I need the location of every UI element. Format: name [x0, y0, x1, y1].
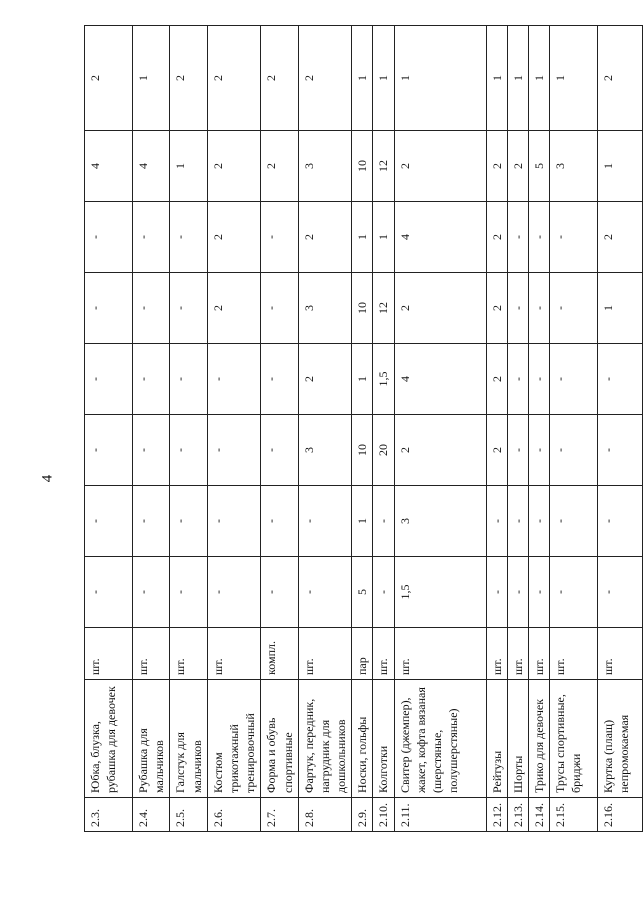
- norm-value-cell: -: [486, 557, 507, 628]
- norm-value-cell: 4: [394, 202, 486, 273]
- norm-value-cell: 2: [85, 26, 133, 131]
- norm-value-cell: 2: [486, 273, 507, 344]
- norm-value-cell: 1: [394, 26, 486, 131]
- table-row: [507, 26, 528, 832]
- table-row: [394, 26, 486, 832]
- item-name-cell: Трико для девочек: [529, 680, 550, 798]
- table-row: [352, 26, 373, 832]
- norm-value-cell: 1: [550, 26, 598, 131]
- norm-value-cell: 2: [298, 344, 352, 415]
- norm-value-cell: 5: [352, 557, 373, 628]
- norm-value-cell: -: [507, 344, 528, 415]
- row-number-cell: 2.7.: [261, 798, 298, 832]
- norm-value-cell: -: [133, 344, 170, 415]
- item-name-cell: Костюм трикотажный тренировочный: [207, 680, 261, 798]
- row-number-cell: 2.12.: [486, 798, 507, 832]
- norm-value-cell: -: [598, 415, 643, 486]
- norm-value-cell: -: [507, 273, 528, 344]
- norm-value-cell: 2: [207, 273, 261, 344]
- norm-value-cell: 2: [298, 26, 352, 131]
- item-name-cell: Свитер (джемпер), жакет, кофта вязаная (шерстяные, полушерстяные): [394, 680, 486, 798]
- norm-value-cell: -: [507, 557, 528, 628]
- table-row: [550, 26, 598, 832]
- unit-cell: шт.: [550, 628, 598, 680]
- norm-value-cell: -: [298, 557, 352, 628]
- norm-value-cell: -: [207, 344, 261, 415]
- norm-value-cell: 5: [529, 131, 550, 202]
- norm-value-cell: -: [85, 202, 133, 273]
- table-row: [207, 26, 261, 832]
- norm-value-cell: 1,5: [394, 557, 486, 628]
- norm-value-cell: -: [598, 344, 643, 415]
- norm-value-cell: -: [550, 415, 598, 486]
- row-number-cell: 2.15.: [550, 798, 598, 832]
- table-row: [373, 26, 394, 832]
- table-row: [85, 26, 133, 832]
- norm-value-cell: -: [507, 415, 528, 486]
- unit-cell: компл.: [261, 628, 298, 680]
- norm-value-cell: -: [170, 273, 207, 344]
- norm-value-cell: 1: [598, 273, 643, 344]
- norm-value-cell: 1: [170, 131, 207, 202]
- norm-value-cell: -: [261, 273, 298, 344]
- norm-value-cell: -: [550, 344, 598, 415]
- norm-value-cell: -: [85, 486, 133, 557]
- norm-value-cell: -: [529, 557, 550, 628]
- norm-value-cell: 2: [207, 26, 261, 131]
- norm-value-cell: -: [550, 486, 598, 557]
- item-name-cell: Носки, гольфы: [352, 680, 373, 798]
- norm-value-cell: -: [261, 344, 298, 415]
- norm-value-cell: 12: [373, 273, 394, 344]
- norm-value-cell: -: [261, 202, 298, 273]
- norm-value-cell: 1: [352, 202, 373, 273]
- item-name-cell: Куртка (плащ) непромокаемая: [598, 680, 643, 798]
- row-number-cell: 2.13.: [507, 798, 528, 832]
- norm-value-cell: 4: [85, 131, 133, 202]
- norm-value-cell: 3: [298, 273, 352, 344]
- norm-value-cell: -: [170, 557, 207, 628]
- norm-value-cell: 12: [373, 131, 394, 202]
- norm-value-cell: -: [373, 486, 394, 557]
- clothing-norms-table: [84, 25, 643, 832]
- norm-value-cell: -: [550, 202, 598, 273]
- norm-value-cell: -: [529, 273, 550, 344]
- norm-value-cell: -: [85, 415, 133, 486]
- norm-value-cell: -: [529, 202, 550, 273]
- table-row: [170, 26, 207, 832]
- norm-value-cell: 1: [529, 26, 550, 131]
- unit-cell: шт.: [373, 628, 394, 680]
- norm-value-cell: 1: [352, 26, 373, 131]
- norm-value-cell: 2: [298, 202, 352, 273]
- norm-value-cell: 2: [207, 131, 261, 202]
- norm-value-cell: -: [529, 415, 550, 486]
- table-row: [133, 26, 170, 832]
- norm-value-cell: -: [373, 557, 394, 628]
- item-name-cell: Колготки: [373, 680, 394, 798]
- row-number-cell: 2.9.: [352, 798, 373, 832]
- norm-value-cell: -: [261, 415, 298, 486]
- norm-value-cell: -: [298, 486, 352, 557]
- unit-cell: шт.: [298, 628, 352, 680]
- page-number: 4: [39, 474, 56, 483]
- row-number-cell: 2.10.: [373, 798, 394, 832]
- norm-value-cell: 1: [352, 344, 373, 415]
- norm-value-cell: -: [170, 202, 207, 273]
- norm-value-cell: -: [133, 202, 170, 273]
- norm-value-cell: -: [261, 557, 298, 628]
- norm-value-cell: -: [170, 344, 207, 415]
- norm-value-cell: 3: [298, 131, 352, 202]
- norm-value-cell: -: [133, 415, 170, 486]
- row-number-cell: 2.3.: [85, 798, 133, 832]
- unit-cell: шт.: [598, 628, 643, 680]
- norm-value-cell: 1: [373, 202, 394, 273]
- item-name-cell: Рейтузы: [486, 680, 507, 798]
- norm-value-cell: 1: [507, 26, 528, 131]
- norm-value-cell: 1: [486, 26, 507, 131]
- norm-value-cell: -: [550, 273, 598, 344]
- norm-value-cell: -: [207, 486, 261, 557]
- norm-value-cell: 2: [394, 415, 486, 486]
- unit-cell: шт.: [394, 628, 486, 680]
- norm-value-cell: 3: [394, 486, 486, 557]
- table-row: [486, 26, 507, 832]
- norm-value-cell: 2: [486, 202, 507, 273]
- norm-value-cell: -: [133, 273, 170, 344]
- item-name-cell: Рубашка для мальчиков: [133, 680, 170, 798]
- norm-value-cell: 20: [373, 415, 394, 486]
- norm-value-cell: -: [85, 273, 133, 344]
- item-name-cell: Галстук для мальчиков: [170, 680, 207, 798]
- table-frame: [84, 56, 632, 832]
- norm-value-cell: 1: [598, 131, 643, 202]
- norm-value-cell: 4: [133, 131, 170, 202]
- unit-cell: шт.: [170, 628, 207, 680]
- unit-cell: шт.: [207, 628, 261, 680]
- norm-value-cell: -: [170, 486, 207, 557]
- norm-value-cell: 10: [352, 131, 373, 202]
- norm-value-cell: -: [550, 557, 598, 628]
- unit-cell: шт.: [486, 628, 507, 680]
- norm-value-cell: -: [207, 557, 261, 628]
- norm-value-cell: -: [207, 415, 261, 486]
- norm-value-cell: -: [261, 486, 298, 557]
- norm-value-cell: 2: [394, 131, 486, 202]
- item-name-cell: Шорты: [507, 680, 528, 798]
- row-number-cell: 2.5.: [170, 798, 207, 832]
- norm-value-cell: -: [85, 344, 133, 415]
- norm-value-cell: 4: [394, 344, 486, 415]
- norm-value-cell: -: [598, 557, 643, 628]
- norm-value-cell: 3: [298, 415, 352, 486]
- unit-cell: шт.: [133, 628, 170, 680]
- row-number-cell: 2.8.: [298, 798, 352, 832]
- norm-value-cell: 2: [261, 131, 298, 202]
- norm-value-cell: 3: [550, 131, 598, 202]
- table-row: [529, 26, 550, 832]
- table-row: [298, 26, 352, 832]
- norm-value-cell: -: [507, 202, 528, 273]
- norm-value-cell: 2: [598, 26, 643, 131]
- row-number-cell: 2.4.: [133, 798, 170, 832]
- norm-value-cell: 2: [486, 344, 507, 415]
- norm-value-cell: 10: [352, 415, 373, 486]
- norm-value-cell: 2: [486, 415, 507, 486]
- norm-value-cell: -: [598, 486, 643, 557]
- item-name-cell: Трусы спортивные, бриджи: [550, 680, 598, 798]
- norm-value-cell: -: [507, 486, 528, 557]
- norm-value-cell: 2: [261, 26, 298, 131]
- item-name-cell: Юбка, блузка, рубашка для девочек: [85, 680, 133, 798]
- norm-value-cell: -: [529, 344, 550, 415]
- row-number-cell: 2.16.: [598, 798, 643, 832]
- norm-value-cell: 2: [507, 131, 528, 202]
- unit-cell: шт.: [85, 628, 133, 680]
- norm-value-cell: 1: [352, 486, 373, 557]
- norm-value-cell: 10: [352, 273, 373, 344]
- item-name-cell: Форма и обувь спортивные: [261, 680, 298, 798]
- norm-value-cell: 2: [486, 131, 507, 202]
- norm-value-cell: -: [486, 486, 507, 557]
- norm-value-cell: -: [529, 486, 550, 557]
- norm-value-cell: 1,5: [373, 344, 394, 415]
- table-row: [598, 26, 643, 832]
- norm-value-cell: -: [133, 557, 170, 628]
- norm-value-cell: 2: [207, 202, 261, 273]
- norm-value-cell: 2: [170, 26, 207, 131]
- row-number-cell: 2.11.: [394, 798, 486, 832]
- norm-value-cell: 1: [133, 26, 170, 131]
- table-row: [261, 26, 298, 832]
- norm-value-cell: -: [133, 486, 170, 557]
- unit-cell: пар: [352, 628, 373, 680]
- norm-value-cell: 2: [598, 202, 643, 273]
- unit-cell: шт.: [529, 628, 550, 680]
- row-number-cell: 2.6.: [207, 798, 261, 832]
- norm-value-cell: 1: [373, 26, 394, 131]
- row-number-cell: 2.14.: [529, 798, 550, 832]
- norm-value-cell: -: [85, 557, 133, 628]
- norm-value-cell: 2: [394, 273, 486, 344]
- item-name-cell: Фартук, передник, нагрудник для дошкольников: [298, 680, 352, 798]
- norm-value-cell: -: [170, 415, 207, 486]
- unit-cell: шт.: [507, 628, 528, 680]
- rotated-table-wrapper: [84, 56, 632, 832]
